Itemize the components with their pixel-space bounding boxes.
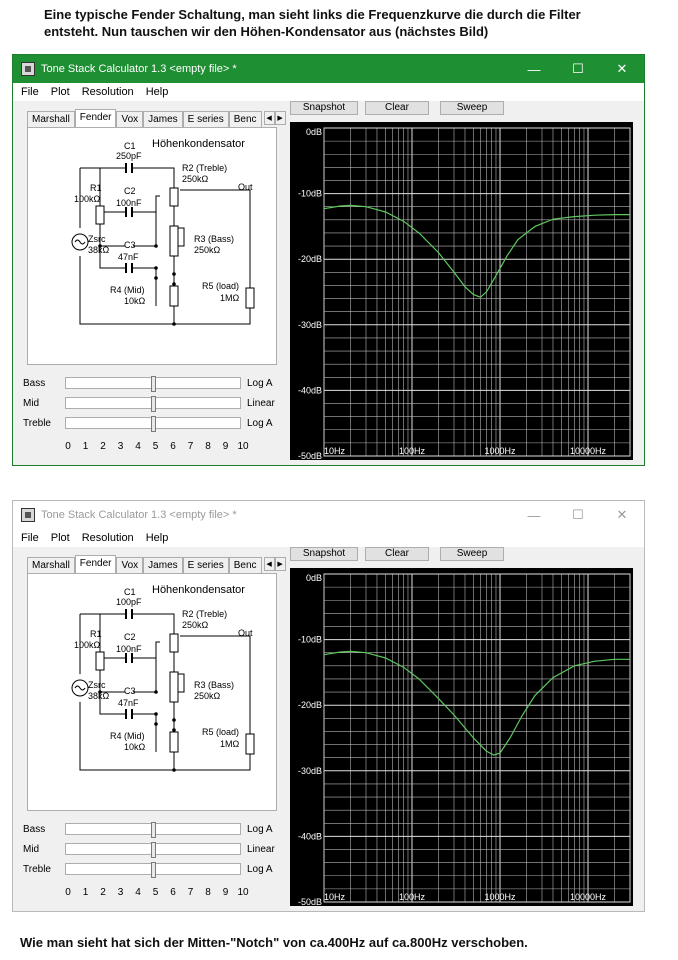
menu-bar: [13, 83, 644, 101]
c2-value: 100nF: [116, 198, 142, 208]
sweep-button[interactable]: Sweep: [440, 547, 504, 561]
c1-value: 100pF: [116, 597, 142, 607]
tab-item[interactable]: Marshall: [27, 111, 75, 127]
r3-label: R3 (Bass): [194, 680, 235, 690]
y-tick-label: -10dB: [297, 188, 322, 199]
window-title: Tone Stack Calculator 1.3 <empty file> *: [41, 63, 237, 75]
y-tick-label: -50dB: [297, 451, 322, 460]
tab-scroll-left-icon[interactable]: ◀: [264, 557, 275, 571]
app-window-2: [12, 500, 645, 912]
taper-label: Log A: [247, 863, 273, 875]
r1-value: 100kΩ: [74, 194, 101, 204]
r3-label: R3 (Bass): [194, 234, 235, 244]
slider-label: Treble: [23, 417, 51, 429]
c2-label: C2: [124, 632, 136, 642]
r2-value: 250kΩ: [182, 620, 209, 630]
close-icon[interactable]: ✕: [616, 507, 628, 522]
scale-tick: 1: [82, 441, 89, 452]
taper-label: Linear: [247, 397, 275, 409]
close-icon[interactable]: ✕: [616, 61, 628, 76]
y-tick-label: -40dB: [297, 831, 322, 842]
x-tick-label: 100Hz: [398, 892, 426, 902]
tab-scroll-right-icon[interactable]: ▶: [275, 557, 286, 571]
scale-tick: 1: [82, 887, 89, 898]
c3-value: 47nF: [118, 252, 139, 262]
slider-row: [23, 395, 283, 411]
taper-label: Log A: [247, 417, 273, 429]
slider-thumb[interactable]: [151, 376, 156, 392]
menu-bar: [13, 529, 644, 547]
menu-item[interactable]: File: [21, 86, 39, 98]
taper-label: Log A: [247, 377, 273, 389]
slider-thumb[interactable]: [151, 396, 156, 412]
slider-label: Bass: [23, 377, 46, 389]
x-tick-label: 10000Hz: [569, 892, 607, 902]
slider-scale: [64, 441, 254, 453]
c3-value: 47nF: [118, 698, 139, 708]
c2-label: C2: [124, 186, 136, 196]
tab-item[interactable]: James: [143, 111, 182, 127]
r4-value: 10kΩ: [124, 742, 146, 752]
pot-slider[interactable]: [65, 397, 241, 409]
menu-item[interactable]: Help: [145, 532, 169, 544]
scale-tick: 6: [170, 887, 176, 898]
r2-label: R2 (Treble): [182, 163, 228, 173]
slider-row: [23, 821, 283, 837]
clear-button[interactable]: Clear: [365, 101, 429, 115]
slider-label: Mid: [23, 843, 40, 855]
x-tick-label: 10Hz: [324, 446, 346, 456]
pot-slider[interactable]: [65, 417, 241, 429]
title-bar[interactable]: [13, 55, 644, 83]
circuit-diagram: [27, 127, 277, 365]
r4-label: R4 (Mid): [110, 285, 145, 295]
scale-tick: 2: [100, 887, 106, 898]
scale-tick: 7: [187, 441, 194, 452]
c3-label: C3: [124, 686, 136, 696]
maximize-icon[interactable]: ☐: [572, 61, 584, 76]
maximize-icon[interactable]: ☐: [572, 507, 584, 522]
tab-strip: [27, 109, 286, 127]
x-tick-label: 10000Hz: [569, 446, 607, 456]
zsrc-label: Zsrc: [88, 234, 106, 244]
taper-label: Linear: [247, 843, 275, 855]
tab-item[interactable]: Fender: [75, 109, 117, 127]
scale-tick: 4: [135, 441, 141, 452]
slider-row: [23, 841, 283, 857]
slider-label: Treble: [23, 863, 51, 875]
scale-tick: 7: [187, 887, 194, 898]
scale-tick: 0: [65, 887, 71, 898]
x-tick-label: 1000Hz: [484, 892, 516, 902]
y-tick-label: -20dB: [297, 700, 322, 711]
tab-item[interactable]: Fender: [75, 555, 117, 573]
circuit-heading: Höhenkondensator: [152, 138, 245, 150]
tab-item[interactable]: Benc: [229, 557, 262, 573]
caption-bottom: Wie man sieht hat sich der Mitten-"Notch" von ca.400Hz auf ca.800Hz verschoben.: [20, 935, 528, 950]
zsrc-value: 38kΩ: [88, 245, 110, 255]
menu-item[interactable]: Resolution: [81, 86, 134, 98]
slider-thumb[interactable]: [151, 416, 156, 432]
scale-tick: 10: [237, 441, 249, 452]
circuit-diagram: [27, 573, 277, 811]
sweep-button[interactable]: Sweep: [440, 101, 504, 115]
scale-tick: 8: [205, 441, 211, 452]
c3-label: C3: [124, 240, 136, 250]
clear-button[interactable]: Clear: [365, 547, 429, 561]
tab-scroll-right-icon[interactable]: ▶: [275, 111, 286, 125]
slider-label: Bass: [23, 823, 46, 835]
c1-label: C1: [124, 141, 136, 151]
menu-item[interactable]: Resolution: [81, 532, 134, 544]
app-window-1: [12, 54, 645, 466]
pot-slider[interactable]: [65, 863, 241, 875]
tab-item[interactable]: Marshall: [27, 557, 75, 573]
r2-value: 250kΩ: [182, 174, 209, 184]
app-icon: [21, 62, 35, 76]
circuit-heading: Höhenkondensator: [152, 584, 245, 596]
x-tick-label: 100Hz: [398, 446, 426, 456]
slider-row: [23, 375, 283, 391]
zsrc-label: Zsrc: [88, 680, 106, 690]
r3-value: 250kΩ: [194, 691, 221, 701]
snapshot-button[interactable]: Snapshot: [290, 101, 358, 115]
slider-thumb[interactable]: [151, 822, 156, 838]
minimize-icon[interactable]: —: [527, 507, 541, 523]
r2-label: R2 (Treble): [182, 609, 228, 619]
slider-thumb[interactable]: [151, 842, 156, 858]
scale-tick: 5: [152, 441, 159, 452]
scale-tick: 3: [117, 887, 124, 898]
scale-tick: 9: [222, 887, 229, 898]
y-tick-label: -30dB: [297, 319, 322, 330]
pot-slider[interactable]: [65, 377, 241, 389]
x-tick-label: 1000Hz: [484, 446, 516, 456]
menu-item[interactable]: File: [21, 532, 39, 544]
frequency-plot: [290, 568, 633, 906]
y-tick-label: -10dB: [297, 634, 322, 645]
tab-item[interactable]: Vox: [116, 557, 143, 573]
scale-tick: 9: [222, 441, 229, 452]
r1-label: R1: [90, 183, 102, 193]
r4-value: 10kΩ: [124, 296, 146, 306]
scale-tick: 5: [152, 887, 159, 898]
y-tick-label: -50dB: [297, 897, 322, 906]
tab-item[interactable]: James: [143, 557, 182, 573]
menu-item[interactable]: Plot: [50, 532, 70, 544]
r4-label: R4 (Mid): [110, 731, 145, 741]
r1-label: R1: [90, 629, 102, 639]
scale-tick: 2: [100, 441, 106, 452]
tab-item[interactable]: Vox: [116, 111, 143, 127]
y-tick-label: -40dB: [297, 385, 322, 396]
scale-tick: 0: [65, 441, 71, 452]
scale-tick: 8: [205, 887, 211, 898]
taper-label: Log A: [247, 823, 273, 835]
menu-item[interactable]: Plot: [50, 86, 70, 98]
caption-top: Eine typische Fender Schaltung, man sieht links die Frequenzkurve die durch die Filter entsteht. Nun tauschen wir den Höhen-Kondensator aus (nächstes Bild): [44, 7, 581, 39]
tab-item[interactable]: E series: [183, 557, 229, 573]
title-bar[interactable]: [13, 501, 644, 529]
menu-item[interactable]: Help: [145, 86, 169, 98]
slider-row: [23, 415, 283, 431]
c1-value: 250pF: [116, 151, 142, 161]
tab-item[interactable]: Benc: [229, 111, 262, 127]
slider-row: [23, 861, 283, 877]
r5-label: R5 (load): [202, 281, 240, 291]
pot-slider[interactable]: [65, 823, 241, 835]
r5-value: 1MΩ: [220, 739, 240, 749]
slider-label: Mid: [23, 397, 40, 409]
c2-value: 100nF: [116, 644, 142, 654]
scale-tick: 3: [117, 441, 124, 452]
slider-thumb[interactable]: [151, 862, 156, 878]
tab-strip: [27, 555, 286, 573]
scale-tick: 4: [135, 887, 141, 898]
r3-value: 250kΩ: [194, 245, 221, 255]
y-tick-label: 0dB: [305, 573, 322, 583]
c1-label: C1: [124, 587, 136, 597]
minimize-icon[interactable]: —: [527, 61, 541, 77]
tab-scroll-left-icon[interactable]: ◀: [264, 111, 275, 125]
x-tick-label: 10Hz: [324, 892, 346, 902]
scale-tick: 10: [237, 887, 249, 898]
y-tick-label: -30dB: [297, 765, 322, 776]
r5-label: R5 (load): [202, 727, 240, 737]
zsrc-value: 38kΩ: [88, 691, 110, 701]
r1-value: 100kΩ: [74, 640, 101, 650]
frequency-plot: [290, 122, 633, 460]
tab-item[interactable]: E series: [183, 111, 229, 127]
pot-slider[interactable]: [65, 843, 241, 855]
slider-scale: [64, 887, 254, 899]
y-tick-label: 0dB: [305, 127, 322, 137]
snapshot-button[interactable]: Snapshot: [290, 547, 358, 561]
out-label: Out: [238, 628, 253, 638]
r5-value: 1MΩ: [220, 293, 240, 303]
y-tick-label: -20dB: [297, 254, 322, 265]
app-icon: [21, 508, 35, 522]
scale-tick: 6: [170, 441, 176, 452]
out-label: Out: [238, 182, 253, 192]
window-title: Tone Stack Calculator 1.3 <empty file> *: [41, 509, 237, 521]
